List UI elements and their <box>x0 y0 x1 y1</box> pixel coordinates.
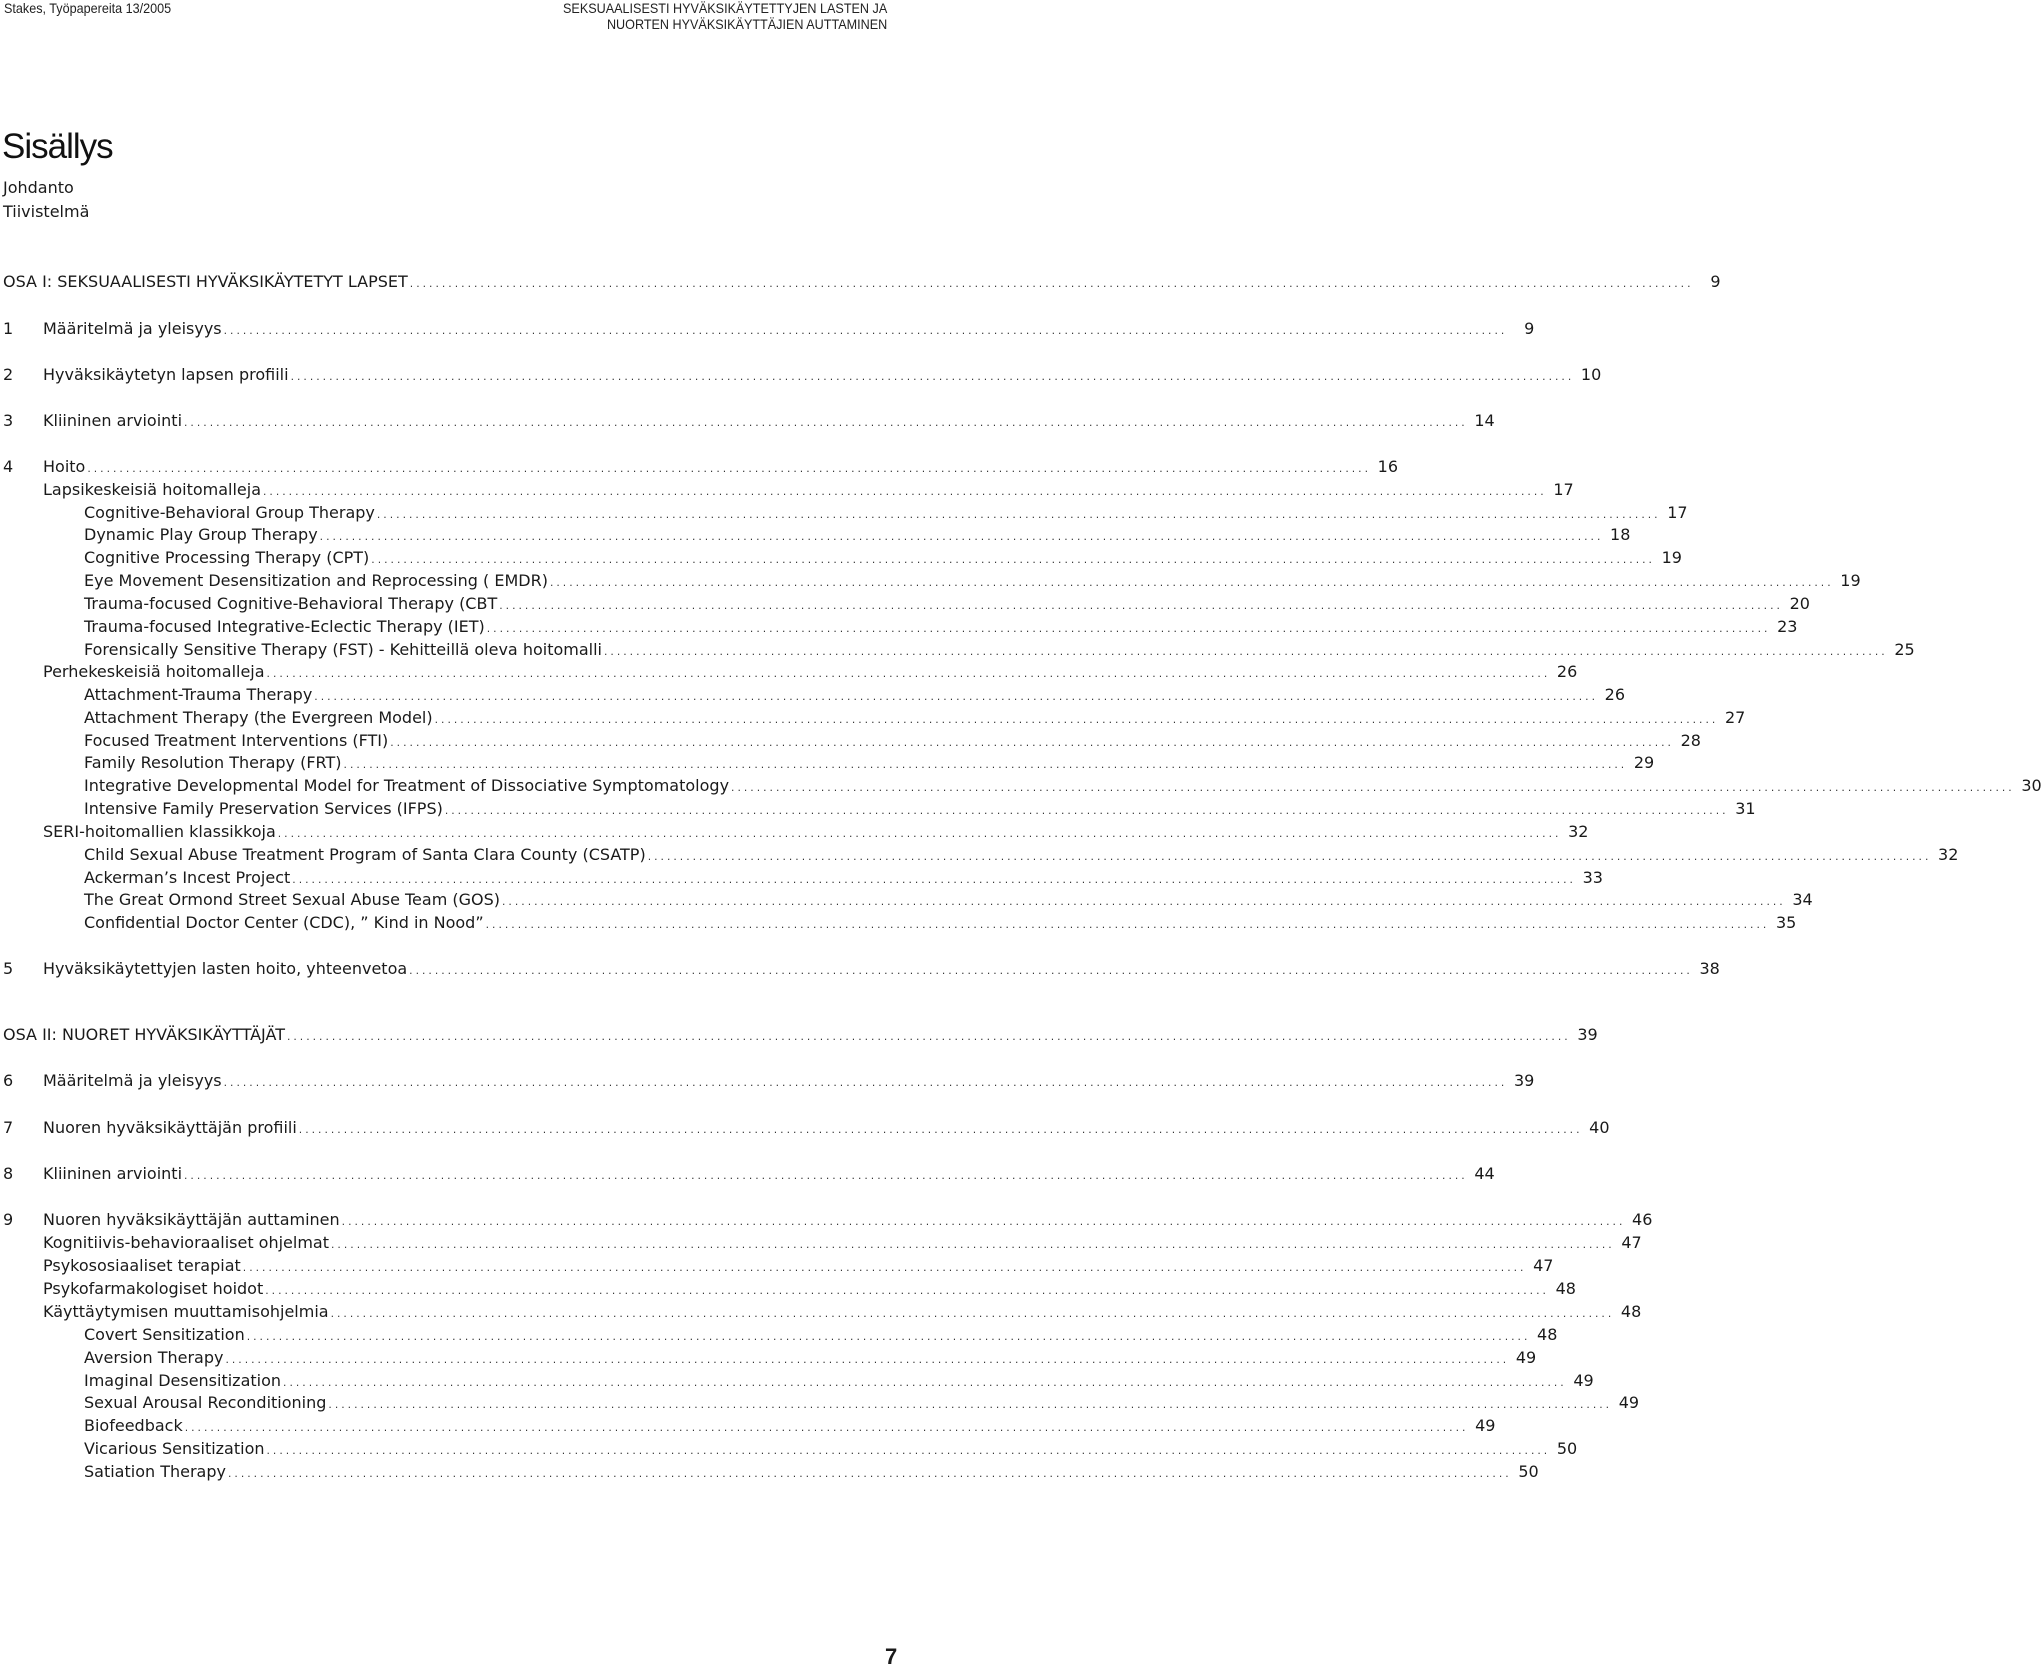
toc-entry <box>3 639 1915 661</box>
toc-entry <box>3 1070 1535 1092</box>
toc-entry-label: Child Sexual Abuse Treatment Program of Santa Clara County (CSATP) <box>84 845 646 864</box>
toc-entry-label: Kliininen arviointi <box>43 1164 183 1183</box>
toc-entry-page: 31 <box>1735 799 1756 818</box>
toc-leader-dots: ........................................................................................................................................................................................................ <box>501 898 1785 908</box>
toc-entry-label: Kognitiivis-behavioraaliset ohjelmat <box>43 1233 330 1252</box>
toc-leader-dots: ........................................................................................................................................................................................................ <box>485 625 1770 635</box>
toc-entry-label: Attachment Therapy (the Evergreen Model) <box>84 708 433 727</box>
toc-entry-label: Ackerman’s Incest Project <box>84 868 291 887</box>
toc-entry-label: Cognitive Processing Therapy (CPT) <box>84 548 370 567</box>
toc-entry-page: 26 <box>1604 685 1625 704</box>
toc-leader-dots: ........................................................................................................................................................................................................ <box>408 280 1693 290</box>
toc-entry-page: 38 <box>1699 959 1720 978</box>
toc-entry <box>3 730 1701 752</box>
toc-entry <box>3 1278 1576 1300</box>
toc-leader-dots: ........................................................................................................................................................................................................ <box>602 648 1887 658</box>
toc-entry-label: Eye Movement Desensitization and Reprocessing ( EMDR) <box>84 571 548 590</box>
toc-leader-dots: ........................................................................................................................................................................................................ <box>265 670 1550 680</box>
toc-entry-label: Hyväksikäytetyn lapsen profiili <box>43 365 289 384</box>
toc-entry <box>3 1255 1554 1277</box>
toc-entry-page: 32 <box>1938 845 1959 864</box>
toc-leader-dots: ........................................................................................................................................................................................................ <box>226 1470 1511 1480</box>
toc-entry-page: 26 <box>1556 662 1578 681</box>
toc-leader-dots: ........................................................................................................................................................................................................ <box>289 373 1574 383</box>
toc-leader-dots: ........................................................................................................................................................................................................ <box>330 1241 1614 1251</box>
toc-entry-page: 20 <box>1789 594 1810 613</box>
toc-entry-label: Perhekeskeisiä hoitomalleja <box>43 662 265 681</box>
toc-entry <box>3 867 1603 889</box>
toc-entry-page: 32 <box>1568 822 1589 841</box>
toc-entry <box>3 1392 1640 1414</box>
toc-entry-label: Trauma-focused Integrative-Eclectic Therapy (IET) <box>84 617 485 636</box>
toc-entry-page: 19 <box>1840 571 1861 590</box>
toc-entry-label: Lapsikeskeisiä hoitomalleja <box>43 480 261 499</box>
toc-entry <box>3 456 1399 478</box>
toc-entry-page: 9 <box>1710 272 1721 291</box>
toc-entry <box>3 752 1655 774</box>
toc-entry <box>3 1438 1578 1460</box>
toc-entry-label: Aversion Therapy <box>84 1348 224 1367</box>
toc-entry-page: 48 <box>1555 1279 1576 1298</box>
running-header-right-line1: SEKSUAALISESTI HYVÄKSIKÄYTETTYJEN LASTEN JA <box>562 0 887 16</box>
toc-entry-label: Attachment-Trauma Therapy <box>84 685 313 704</box>
toc-entry-page: 28 <box>1680 731 1701 750</box>
toc-leader-dots: ........................................................................................................................................................................................................ <box>646 853 1931 863</box>
toc-entry-label: Sexual Arousal Reconditioning <box>84 1393 327 1412</box>
intro-item-johdanto: Johdanto <box>3 178 74 197</box>
toc-entry-label: Cognitive-Behavioral Group Therapy <box>84 503 375 522</box>
toc-leader-dots: ........................................................................................................................................................................................................ <box>291 876 1575 886</box>
toc-leader-dots: ........................................................................................................................................................................................................ <box>484 921 1769 931</box>
toc-leader-dots: ........................................................................................................................................................................................................ <box>329 1310 1614 1320</box>
toc-leader-dots: ........................................................................................................................................................................................................ <box>318 533 1603 543</box>
toc-entry-page: 19 <box>1661 548 1682 567</box>
toc-entry <box>3 1024 1598 1046</box>
toc-entry-label: Nuoren hyväksikäyttäjän auttaminen <box>43 1210 340 1229</box>
toc-entry-label: Integrative Developmental Model for Treatment of Dissociative Symptomatology <box>84 776 730 795</box>
toc-entry <box>3 1301 1642 1323</box>
toc-entry <box>3 844 1959 866</box>
toc-entry-page: 50 <box>1556 1439 1578 1458</box>
toc-entry-label: Trauma-focused Cognitive-Behavioral Therapy (CBT <box>84 594 498 613</box>
toc-leader-dots: ........................................................................................................................................................................................................ <box>86 465 1371 475</box>
running-header-right <box>563 0 887 32</box>
toc-entry-page: 17 <box>1667 503 1688 522</box>
toc-entry-page: 17 <box>1553 480 1574 499</box>
toc-entry-page: 35 <box>1775 913 1797 932</box>
toc-entry-label: Intensive Family Preservation Services (IFPS) <box>84 799 443 818</box>
toc-leader-dots: ........................................................................................................................................................................................................ <box>340 1218 1625 1228</box>
toc-leader-dots: ........................................................................................................................................................................................................ <box>183 1424 1468 1434</box>
toc-entry-label: The Great Ormond Street Sexual Abuse Team (GOS) <box>84 890 501 909</box>
running-header-right-line2: NUORTEN HYVÄKSIKÄYTTÄJIEN AUTTAMINEN <box>606 16 887 32</box>
toc-entry-label: Biofeedback <box>84 1416 183 1435</box>
toc-leader-dots: ........................................................................................................................................................................................................ <box>370 556 1654 566</box>
toc-leader-dots: ........................................................................................................................................................................................................ <box>222 1079 1507 1089</box>
toc-leader-dots: ........................................................................................................................................................................................................ <box>730 784 2014 794</box>
toc-entry-page: 48 <box>1620 1302 1642 1321</box>
toc-leader-dots: ........................................................................................................................................................................................................ <box>276 830 1561 840</box>
toc-entry-number: 6 <box>3 1071 14 1090</box>
toc-entry-page: 16 <box>1377 457 1399 476</box>
toc-entry-label: Hoito <box>43 457 86 476</box>
intro-item-tiivistelma: Tiivistelmä <box>3 202 90 221</box>
toc-leader-dots: ........................................................................................................................................................................................................ <box>245 1333 1530 1343</box>
toc-entry-number: 9 <box>3 1210 14 1229</box>
toc-leader-dots: ........................................................................................................................................................................................................ <box>313 693 1597 703</box>
toc-entry-number: 3 <box>3 411 14 430</box>
toc-entry-label: OSA I: SEKSUAALISESTI HYVÄKSIKÄYTETYT LAPSET <box>3 272 408 291</box>
toc-leader-dots: ........................................................................................................................................................................................................ <box>264 1287 1548 1297</box>
toc-entry-number: 4 <box>3 457 14 476</box>
toc-leader-dots: ........................................................................................................................................................................................................ <box>342 761 1627 771</box>
toc-entry-page: 14 <box>1474 411 1495 430</box>
toc-entry <box>3 271 1721 293</box>
toc-entry-page: 33 <box>1582 868 1603 887</box>
toc-entry <box>3 798 1756 820</box>
toc-leader-dots: ........................................................................................................................................................................................................ <box>241 1264 1526 1274</box>
toc-leader-dots: ........................................................................................................................................................................................................ <box>408 967 1692 977</box>
toc-entry <box>3 1163 1495 1185</box>
toc-entry-page: 49 <box>1618 1393 1640 1412</box>
toc-leader-dots: ........................................................................................................................................................................................................ <box>183 419 1467 429</box>
toc-leader-dots: ........................................................................................................................................................................................................ <box>443 807 1728 817</box>
toc-entry-label: Dynamic Play Group Therapy <box>84 525 318 544</box>
toc-entry-page: 10 <box>1580 365 1602 384</box>
toc-entry-label: Satiation Therapy <box>84 1462 226 1481</box>
toc-entry <box>3 593 1810 615</box>
toc-entry <box>3 502 1688 524</box>
toc-entry-number: 1 <box>3 319 14 338</box>
toc-leader-dots: ........................................................................................................................................................................................................ <box>183 1172 1467 1182</box>
toc-entry <box>3 1117 1610 1139</box>
toc-entry-label: Imaginal Desensitization <box>84 1371 282 1390</box>
toc-leader-dots: ........................................................................................................................................................................................................ <box>222 327 1507 337</box>
toc-entry <box>3 1232 1642 1254</box>
toc-entry-page: 40 <box>1589 1118 1610 1137</box>
toc-entry <box>3 821 1589 843</box>
toc-entry-page: 23 <box>1777 617 1798 636</box>
page-number: 7 <box>885 1644 898 1669</box>
toc-entry-label: Covert Sensitization <box>84 1325 245 1344</box>
toc-entry <box>3 889 1813 911</box>
toc-entry <box>3 364 1602 386</box>
toc-leader-dots: ........................................................................................................................................................................................................ <box>433 716 1718 726</box>
toc-entry-label: SERI-hoitomallien klassikkoja <box>43 822 276 841</box>
toc-entry-page: 44 <box>1474 1164 1495 1183</box>
toc-entry <box>3 547 1682 569</box>
toc-entry-number: 5 <box>3 959 14 978</box>
toc-entry-page: 25 <box>1894 640 1915 659</box>
toc-leader-dots: ........................................................................................................................................................................................................ <box>548 579 1833 589</box>
toc-entry-page: 9 <box>1524 319 1535 338</box>
toc-entry <box>3 570 1861 592</box>
toc-entry-label: Focused Treatment Interventions (FTI) <box>84 731 389 750</box>
toc-entry <box>3 707 1746 729</box>
toc-entry-page: 29 <box>1633 753 1655 772</box>
toc-entry-page: 34 <box>1792 890 1813 909</box>
toc-entry-page: 49 <box>1475 1416 1496 1435</box>
toc-leader-dots: ........................................................................................................................................................................................................ <box>282 1379 1566 1389</box>
toc-entry <box>3 1461 1539 1483</box>
toc-entry <box>3 775 2042 797</box>
toc-leader-dots: ........................................................................................................................................................................................................ <box>375 511 1660 521</box>
toc-entry-label: Kliininen arviointi <box>43 411 183 430</box>
toc-entry <box>3 1370 1594 1392</box>
toc-entry-label: Psykososiaaliset terapiat <box>43 1256 241 1275</box>
toc-entry-number: 7 <box>3 1118 14 1137</box>
toc-leader-dots: ........................................................................................................................................................................................................ <box>224 1356 1509 1366</box>
toc-entry-label: Vicarious Sensitization <box>84 1439 265 1458</box>
toc-entry-page: 30 <box>2021 776 2042 795</box>
toc-entry-page: 47 <box>1621 1233 1642 1252</box>
toc-entry-page: 49 <box>1515 1348 1537 1367</box>
toc-entry <box>3 524 1631 546</box>
toc-entry-label: Confidential Doctor Center (CDC), ” Kind in Nood” <box>84 913 484 932</box>
toc-leader-dots: ........................................................................................................................................................................................................ <box>265 1447 1550 1457</box>
toc-entry <box>3 479 1574 501</box>
toc-entry <box>3 912 1797 934</box>
toc-entry-label: Family Resolution Therapy (FRT) <box>84 753 342 772</box>
toc-entry-label: OSA II: NUORET HYVÄKSIKÄYTTÄJÄT <box>3 1025 285 1044</box>
toc-entry-label: Määritelmä ja yleisyys <box>43 319 222 338</box>
page-title: Sisällys <box>2 127 113 167</box>
toc-entry-page: 46 <box>1632 1210 1653 1229</box>
toc-entry <box>3 1324 1558 1346</box>
toc-entry-label: Nuoren hyväksikäyttäjän profiili <box>43 1118 297 1137</box>
toc-entry <box>3 661 1578 683</box>
toc-entry <box>3 958 1720 980</box>
toc-entry <box>3 410 1495 432</box>
toc-entry-page: 49 <box>1573 1371 1594 1390</box>
toc-leader-dots: ........................................................................................................................................................................................................ <box>285 1033 1570 1043</box>
toc-entry-number: 8 <box>3 1164 14 1183</box>
toc-entry <box>3 1347 1537 1369</box>
toc-leader-dots: ........................................................................................................................................................................................................ <box>498 602 1782 612</box>
toc-entry-page: 47 <box>1533 1256 1554 1275</box>
toc-entry-page: 27 <box>1724 708 1746 727</box>
running-header-left: Stakes, Työpapereita 13/2005 <box>4 0 172 16</box>
toc-entry-number: 2 <box>3 365 14 384</box>
toc-entry-page: 18 <box>1610 525 1631 544</box>
toc-entry-label: Käyttäytymisen muuttamisohjelmia <box>43 1302 329 1321</box>
toc-entry <box>3 318 1535 340</box>
toc-entry <box>3 1415 1496 1437</box>
toc-entry-label: Forensically Sensitive Therapy (FST) - Kehitteillä oleva hoitomalli <box>84 640 602 659</box>
toc-entry <box>3 1209 1653 1231</box>
toc-entry-page: 39 <box>1577 1025 1598 1044</box>
toc-entry-label: Psykofarmakologiset hoidot <box>43 1279 264 1298</box>
toc-entry-page: 50 <box>1518 1462 1539 1481</box>
toc-leader-dots: ........................................................................................................................................................................................................ <box>327 1401 1612 1411</box>
toc-entry-page: 39 <box>1513 1071 1535 1090</box>
toc-entry <box>3 684 1625 706</box>
toc-leader-dots: ........................................................................................................................................................................................................ <box>389 739 1673 749</box>
toc-leader-dots: ........................................................................................................................................................................................................ <box>262 488 1546 498</box>
toc-entry <box>3 616 1798 638</box>
toc-entry-label: Määritelmä ja yleisyys <box>43 1071 222 1090</box>
toc-entry-label: Hyväksikäytettyjen lasten hoito, yhteenvetoa <box>43 959 408 978</box>
toc-entry-page: 48 <box>1537 1325 1558 1344</box>
toc-leader-dots: ........................................................................................................................................................................................................ <box>297 1126 1582 1136</box>
